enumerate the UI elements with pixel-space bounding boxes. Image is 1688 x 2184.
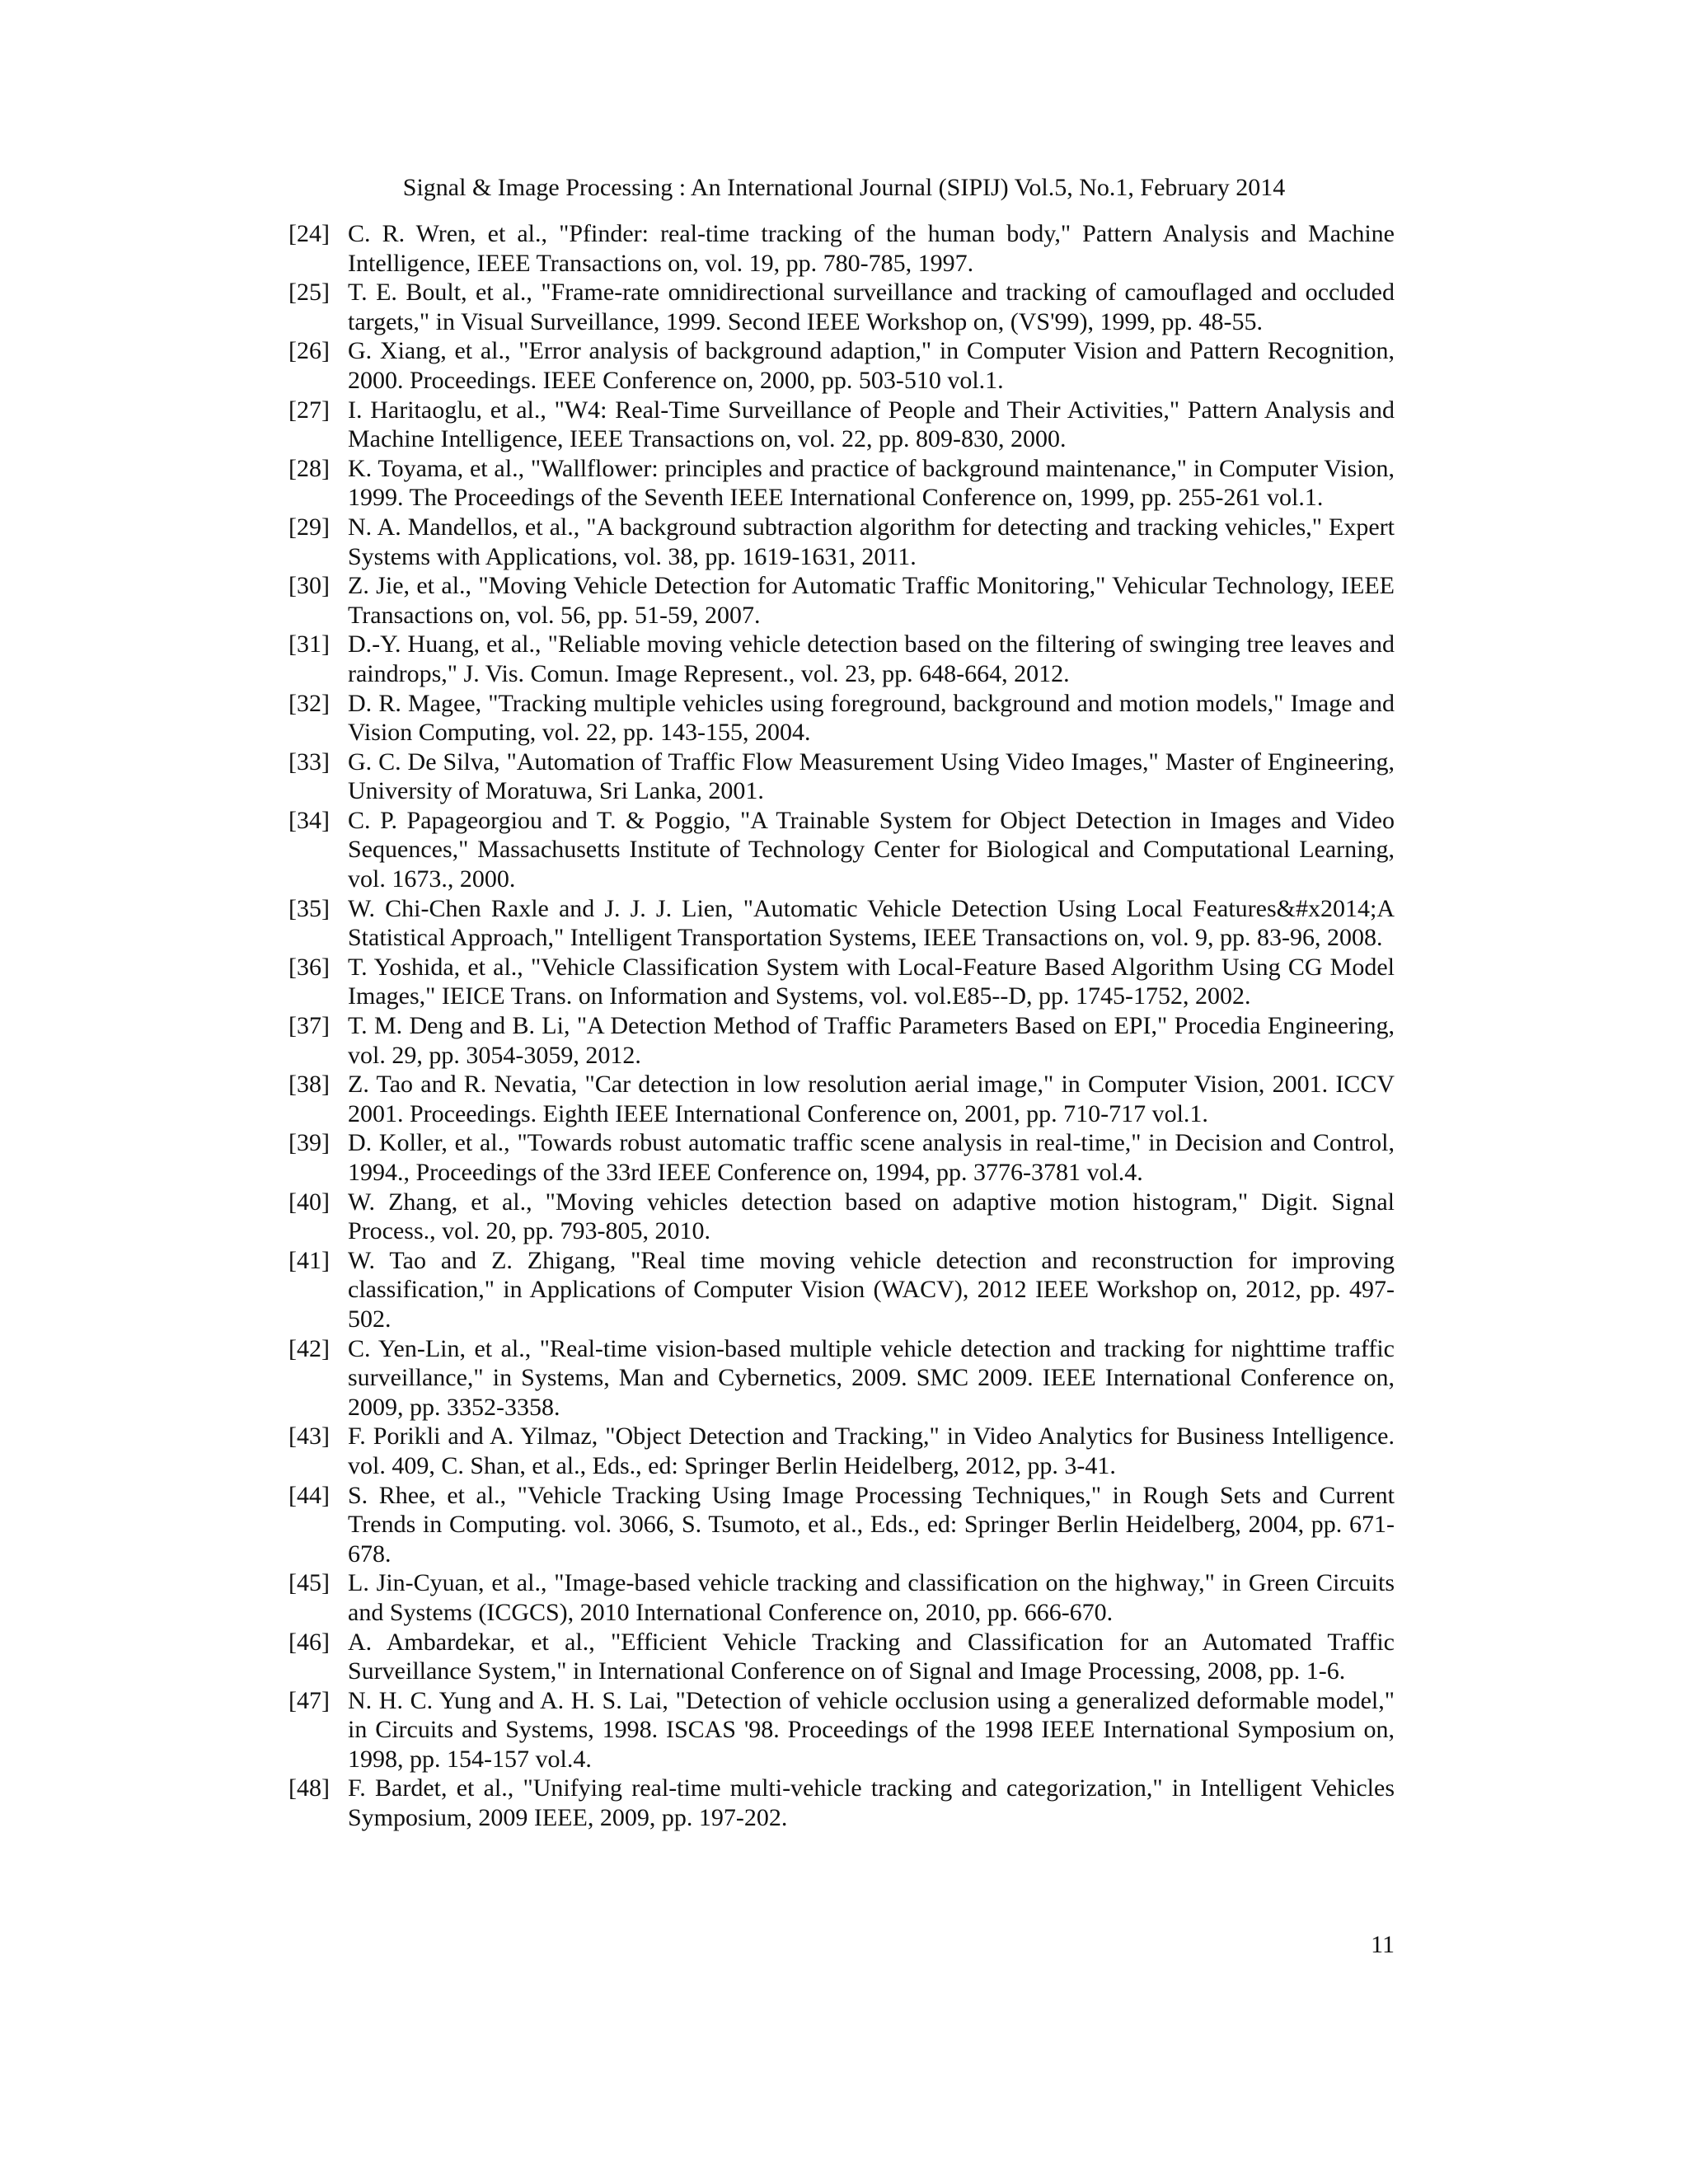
reference-number: [48]	[288, 1774, 330, 1802]
reference-number: [38]	[288, 1071, 330, 1099]
reference-item	[288, 1011, 1395, 1070]
reference-text: W. Chi-Chen Raxle and J. J. J. Lien, "Automatic Vehicle Detection Using Local Features&#x2014;A Statistical Approach," Intelligent Transportation Systems, IEEE Transactions on, vol. 9, pp. 83-96, 2008.	[348, 894, 1395, 952]
reference-number: [28]	[288, 454, 330, 482]
reference-item	[288, 219, 1395, 278]
reference-number: [32]	[288, 689, 330, 717]
reference-number: [24]	[288, 220, 330, 247]
reference-text: I. Haritaoglu, et al., "W4: Real-Time Surveillance of People and Their Activities," Pattern Analysis and Machine Intelligence, IEEE Transactions on, vol. 22, pp. 809-830, 2000.	[348, 396, 1395, 453]
reference-item	[288, 1070, 1395, 1128]
reference-text: C. P. Papageorgiou and T. & Poggio, "A Trainable System for Object Detection in Images and Video Sequences," Massachusetts Institute of Technology Center for Biological and Computational Learning, vol. 1673., 2000.	[348, 806, 1395, 893]
reference-number: [42]	[288, 1334, 330, 1362]
reference-number: [35]	[288, 894, 330, 922]
reference-number: [29]	[288, 513, 330, 541]
reference-number: [46]	[288, 1628, 330, 1656]
reference-text: D.-Y. Huang, et al., "Reliable moving vehicle detection based on the filtering of swinging tree leaves and raindrops," J. Vis. Comun. Image Represent., vol. 23, pp. 648-664, 2012.	[348, 630, 1395, 687]
reference-number: [30]	[288, 572, 330, 600]
reference-number: [36]	[288, 953, 330, 981]
reference-number: [44]	[288, 1481, 330, 1509]
reference-number: [47]	[288, 1686, 330, 1714]
reference-item	[288, 689, 1395, 748]
reference-text: T. M. Deng and B. Li, "A Detection Method of Traffic Parameters Based on EPI," Procedia Engineering, vol. 29, pp. 3054-3059, 2012.	[348, 1012, 1395, 1069]
reference-number: [39]	[288, 1129, 330, 1157]
reference-number: [34]	[288, 806, 330, 834]
reference-text: G. C. De Silva, "Automation of Traffic Flow Measurement Using Video Images," Master of Engineering, University of Moratuwa, Sri Lanka, 2001.	[348, 748, 1395, 805]
reference-item	[288, 396, 1395, 454]
reference-item	[288, 513, 1395, 571]
reference-number: [33]	[288, 748, 330, 776]
reference-number: [41]	[288, 1246, 330, 1274]
reference-item	[288, 1246, 1395, 1334]
reference-text: C. R. Wren, et al., "Pfinder: real-time tracking of the human body," Pattern Analysis and Machine Intelligence, IEEE Transactions on, vol. 19, pp. 780-785, 1997.	[348, 220, 1395, 277]
reference-number: [26]	[288, 337, 330, 365]
reference-number: [37]	[288, 1012, 330, 1040]
page-number: 11	[1371, 1931, 1395, 1958]
reference-text: T. Yoshida, et al., "Vehicle Classification System with Local-Feature Based Algorithm Using CG Model Images," IEICE Trans. on Information and Systems, vol. vol.E85--D, pp. 1745-1752, 2002.	[348, 953, 1395, 1010]
reference-item	[288, 953, 1395, 1011]
reference-text: F. Bardet, et al., "Unifying real-time multi-vehicle tracking and categorization," in Intelligent Vehicles Symposium, 2009 IEEE, 2009, pp. 197-202.	[348, 1774, 1395, 1832]
reference-text: S. Rhee, et al., "Vehicle Tracking Using Image Processing Techniques," in Rough Sets and Current Trends in Computing. vol. 3066, S. Tsumoto, et al., Eds., ed: Springer Berlin Heidelberg, 2004, pp. 671-678.	[348, 1481, 1395, 1568]
reference-number: [27]	[288, 396, 330, 424]
reference-item	[288, 336, 1395, 395]
reference-item	[288, 1334, 1395, 1422]
reference-number: [31]	[288, 630, 330, 658]
reference-item	[288, 1774, 1395, 1832]
reference-text: Z. Tao and R. Nevatia, "Car detection in low resolution aerial image," in Computer Vision, 2001. ICCV 2001. Proceedings. Eighth IEEE International Conference on, 2001, pp. 710-717 vol.1.	[348, 1071, 1395, 1127]
reference-item	[288, 571, 1395, 630]
reference-item	[288, 630, 1395, 688]
reference-text: T. E. Boult, et al., "Frame-rate omnidirectional surveillance and tracking of camouflaged and occluded targets," in Visual Surveillance, 1999. Second IEEE Workshop on, (VS'99), 1999, pp. 48-55.	[348, 279, 1395, 335]
reference-item	[288, 1128, 1395, 1187]
reference-item	[288, 748, 1395, 806]
reference-text: D. R. Magee, "Tracking multiple vehicles using foreground, background and motion models," Image and Vision Computing, vol. 22, pp. 143-155, 2004.	[348, 689, 1395, 747]
reference-text: F. Porikli and A. Yilmaz, "Object Detection and Tracking," in Video Analytics for Business Intelligence. vol. 409, C. Shan, et al., Eds., ed: Springer Berlin Heidelberg, 2012, pp. 3-41.	[348, 1422, 1395, 1479]
reference-item	[288, 454, 1395, 513]
reference-item	[288, 1481, 1395, 1569]
reference-list	[288, 219, 1395, 1833]
reference-number: [25]	[288, 279, 330, 307]
reference-text: Z. Jie, et al., "Moving Vehicle Detection for Automatic Traffic Monitoring," Vehicular Technology, IEEE Transactions on, vol. 56, pp. 51-59, 2007.	[348, 572, 1395, 629]
reference-item	[288, 806, 1395, 894]
reference-item	[288, 278, 1395, 336]
running-header: Signal & Image Processing : An International Journal (SIPIJ) Vol.5, No.1, February 2014	[402, 174, 1286, 201]
reference-number: [45]	[288, 1569, 330, 1597]
reference-text: C. Yen-Lin, et al., "Real-time vision-based multiple vehicle detection and tracking for nighttime traffic surveillance," in Systems, Man and Cybernetics, 2009. SMC 2009. IEEE International Conference on, 2009, pp. 3352-3358.	[348, 1334, 1395, 1421]
reference-text: L. Jin-Cyuan, et al., "Image-based vehicle tracking and classification on the highway," in Green Circuits and Systems (ICGCS), 2010 International Conference on, 2010, pp. 666-670.	[348, 1569, 1395, 1626]
reference-number: [40]	[288, 1188, 330, 1216]
reference-item	[288, 1188, 1395, 1246]
reference-text: N. H. C. Yung and A. H. S. Lai, "Detection of vehicle occlusion using a generalized deformable model," in Circuits and Systems, 1998. ISCAS '98. Proceedings of the 1998 IEEE International Symposium on, 1998, pp. 154-157 vol.4.	[348, 1686, 1395, 1773]
reference-text: W. Zhang, et al., "Moving vehicles detection based on adaptive motion histogram," Digit. Signal Process., vol. 20, pp. 793-805, 2010.	[348, 1188, 1395, 1245]
reference-item	[288, 1568, 1395, 1627]
reference-text: A. Ambardekar, et al., "Efficient Vehicle Tracking and Classification for an Automated Traffic Surveillance System," in International Conference on of Signal and Image Processing, 2008, pp. 1-6.	[348, 1628, 1395, 1685]
reference-text: K. Toyama, et al., "Wallflower: principles and practice of background maintenance," in Computer Vision, 1999. The Proceedings of the Seventh IEEE International Conference on, 1999, pp. 255-261 vol.1.	[348, 454, 1395, 512]
reference-text: D. Koller, et al., "Towards robust automatic traffic scene analysis in real-time," in Decision and Control, 1994., Proceedings of the 33rd IEEE Conference on, 1994, pp. 3776-3781 vol.4.	[348, 1129, 1395, 1186]
reference-text: N. A. Mandellos, et al., "A background subtraction algorithm for detecting and tracking vehicles," Expert Systems with Applications, vol. 38, pp. 1619-1631, 2011.	[348, 513, 1395, 570]
reference-item	[288, 894, 1395, 953]
reference-item	[288, 1686, 1395, 1774]
reference-text: G. Xiang, et al., "Error analysis of background adaption," in Computer Vision and Pattern Recognition, 2000. Proceedings. IEEE Conference on, 2000, pp. 503-510 vol.1.	[348, 337, 1395, 394]
reference-text: W. Tao and Z. Zhigang, "Real time moving vehicle detection and reconstruction for improving classification," in Applications of Computer Vision (WACV), 2012 IEEE Workshop on, 2012, pp. 497-502.	[348, 1246, 1395, 1333]
reference-item	[288, 1628, 1395, 1686]
reference-number: [43]	[288, 1422, 330, 1451]
reference-item	[288, 1422, 1395, 1480]
